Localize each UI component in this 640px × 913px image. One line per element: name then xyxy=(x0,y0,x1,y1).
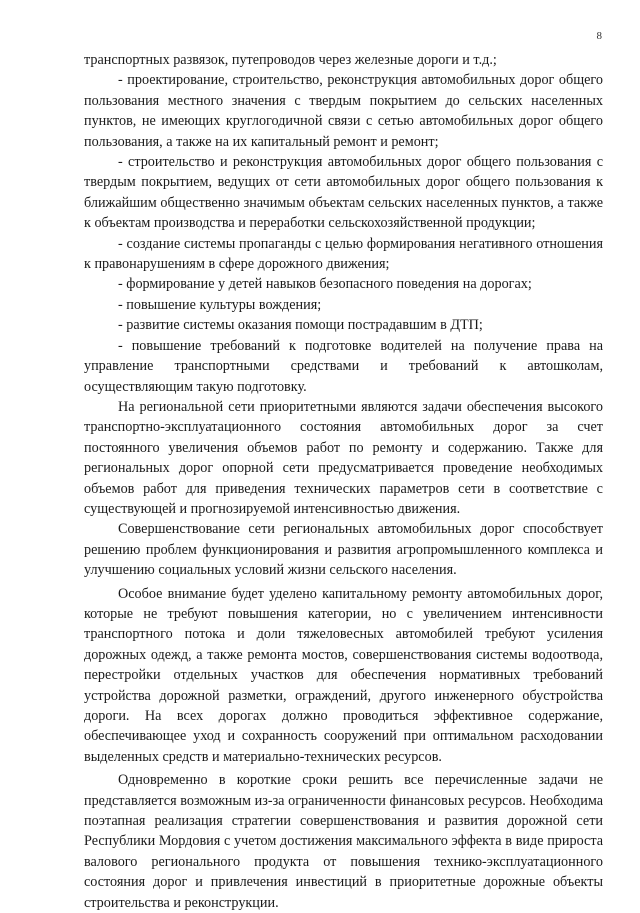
page-number: 8 xyxy=(596,30,602,42)
paragraph: Одновременно в короткие сроки решить все перечисленные задачи не представляется возможным из-за ограниченности финансовых ресурсов. Необходима поэтапная реализация стратегии совершенствования и развития дорожной сети Республики Мордовия с учетом достижения максимального эффекта в виде прироста валового регионального продукта от повышения технико-эксплуатационного состояния дорог и привлечения инвестиций в приоритетные дорожные объекты строительства и реконструкции. xyxy=(84,772,603,911)
list-item: - повышение культуры вождения; xyxy=(118,296,322,313)
list-item: - проектирование, строительство, реконструкция автомобильных дорог общего пользования местного значения с твердым покрытием до сельских населенных пунктов, не имеющих круглогодичной связи с сетью автомобильных дорог общего пользования, а также на их капитальный ремонт и ремонт; xyxy=(84,72,603,150)
list-item: - строительство и реконструкция автомобильных дорог общего пользования с твердым покрытием, ведущих от сети автомобильных дорог общего пользования к ближайшим общественно значимым объектам сельских населенных пунктов, а также к объектам производства и переработки сельскохозяйственной продукции; xyxy=(84,154,603,232)
list-item: - развитие системы оказания помощи пострадавшим в ДТП; xyxy=(118,317,483,334)
list-item: - повышение требований к подготовке водителей на получение права на управление транспортными средствами и требований к автошколам, осуществляющим такую подготовку. xyxy=(84,337,603,395)
document-body xyxy=(84,50,603,913)
list-item: - создание системы пропаганды с целью формирования негативного отношения к правонарушениям в сфере дорожного движения; xyxy=(84,235,603,273)
list-item: - формирование у детей навыков безопасного поведения на дорогах; xyxy=(118,276,532,293)
paragraph: Совершенствование сети региональных автомобильных дорог способствует решению проблем функционирования и развития агропромышленного комплекса и улучшению социальных условий жизни сельского населения. xyxy=(84,521,603,579)
paragraph: Особое внимание будет уделено капитальному ремонту автомобильных дорог, которые не требуют повышения категории, но с увеличением интенсивности транспортного потока и доли тяжеловесных автомобилей требуют усиления дорожных одежд, а также ремонта мостов, совершенствования системы водоотвода, перестройки отдельных участков для обеспечения нормативных требований устройства дорожной разметки, ограждений, другого инженерного обустройства дороги. На всех дорогах должно проводиться эффективное содержание, обеспечивающее уход и сохранность сооружений при оптимальном расходовании выделенных средств и материально-технических ресурсов. xyxy=(84,585,603,765)
paragraph: транспортных развязок, путепроводов через железные дороги и т.д.; xyxy=(84,52,497,68)
paragraph: На региональной сети приоритетными являются задачи обеспечения высокого транспортно-эксплуатационного состояния автомобильных дорог за счет постоянного увеличения объемов работ по ремонту и содержанию. Также для региональных дорог опорной сети предусматривается проведение необходимых объемов работ для приведения технических параметров сети в соответствие с существующей и прогнозируемой интенсивностью движения. xyxy=(84,398,603,517)
